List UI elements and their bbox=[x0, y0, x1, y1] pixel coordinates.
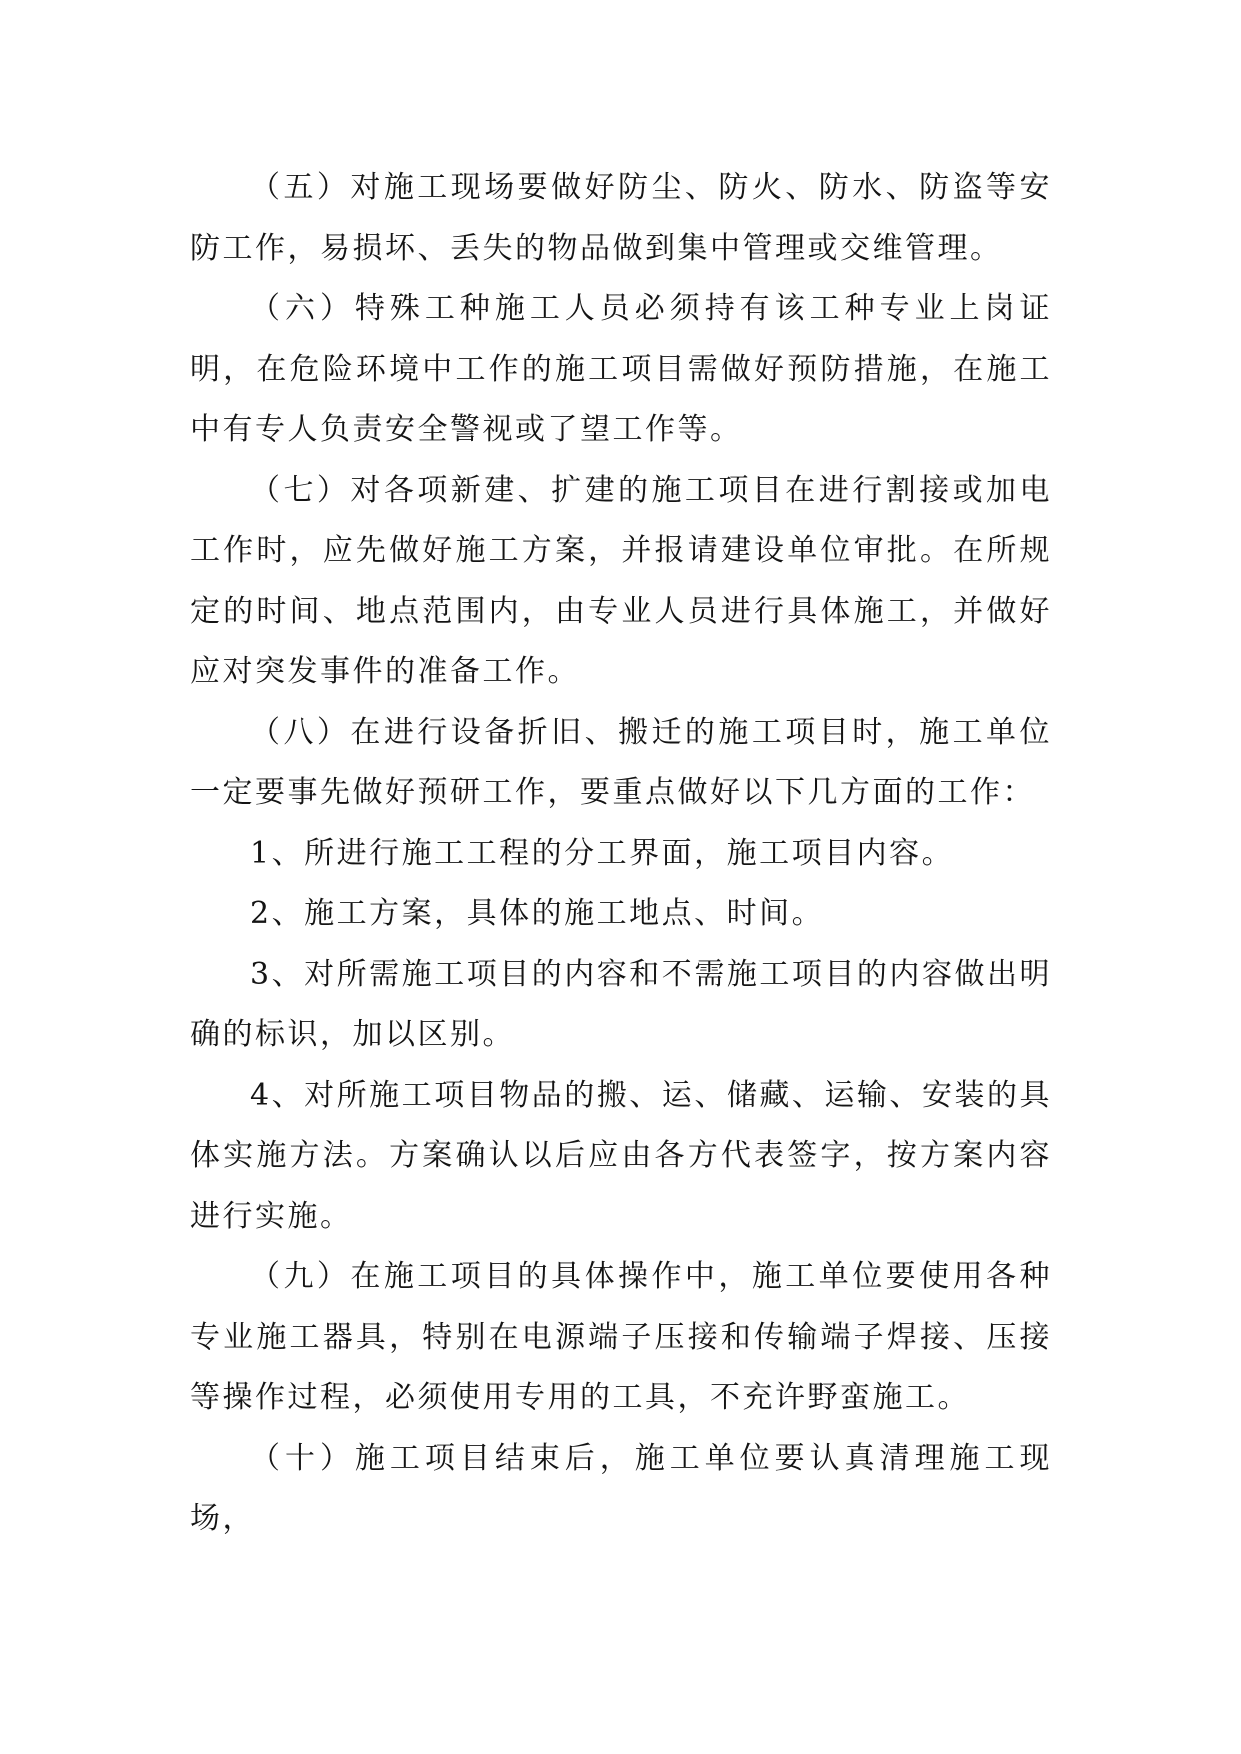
list-item-2: 2、施工方案，具体的施工地点、时间。 bbox=[250, 896, 825, 931]
list-item-4: 4、对所施工项目物品的搬、运、储藏、运输、安装的具体实施方法。方案确认以后应由各方代表签字，按方案内容进行实施。 bbox=[190, 1077, 1052, 1234]
list-item-3: 3、对所需施工项目的内容和不需施工项目的内容做出明确的标识，加以区别。 bbox=[190, 956, 1052, 1052]
paragraph-8: （八）在进行设备折旧、搬迁的施工项目时，施工单位一定要事先做好预研工作，要重点做好以下几方面的工作： bbox=[190, 714, 1052, 810]
list-item-1: 1、所进行施工工程的分工界面，施工项目内容。 bbox=[250, 835, 955, 871]
paragraph-7: （七）对各项新建、扩建的施工项目在进行割接或加电工作时，应先做好施工方案，并报请建设单位审批。在所规定的时间、地点范围内，由专业人员进行具体施工，并做好应对突发事件的准备工作。 bbox=[190, 472, 1052, 689]
paragraph-6: （六）特殊工种施工人员必须持有该工种专业上岗证明，在危险环境中工作的施工项目需做好预防措施，在施工中有专人负责安全警视或了望工作等。 bbox=[190, 291, 1052, 447]
paragraph-5: （五）对施工现场要做好防尘、防火、防水、防盗等安防工作，易损坏、丢失的物品做到集中管理或交维管理。 bbox=[190, 170, 1052, 266]
paragraph-10: （十）施工项目结束后，施工单位要认真清理施工现场， bbox=[190, 1440, 1052, 1536]
body-text bbox=[190, 158, 1052, 1550]
paragraph-9: （九）在施工项目的具体操作中，施工单位要使用各种专业施工器具，特别在电源端子压接和传输端子焊接、压接等操作过程，必须使用专用的工具，不充许野蛮施工。 bbox=[190, 1259, 1052, 1415]
